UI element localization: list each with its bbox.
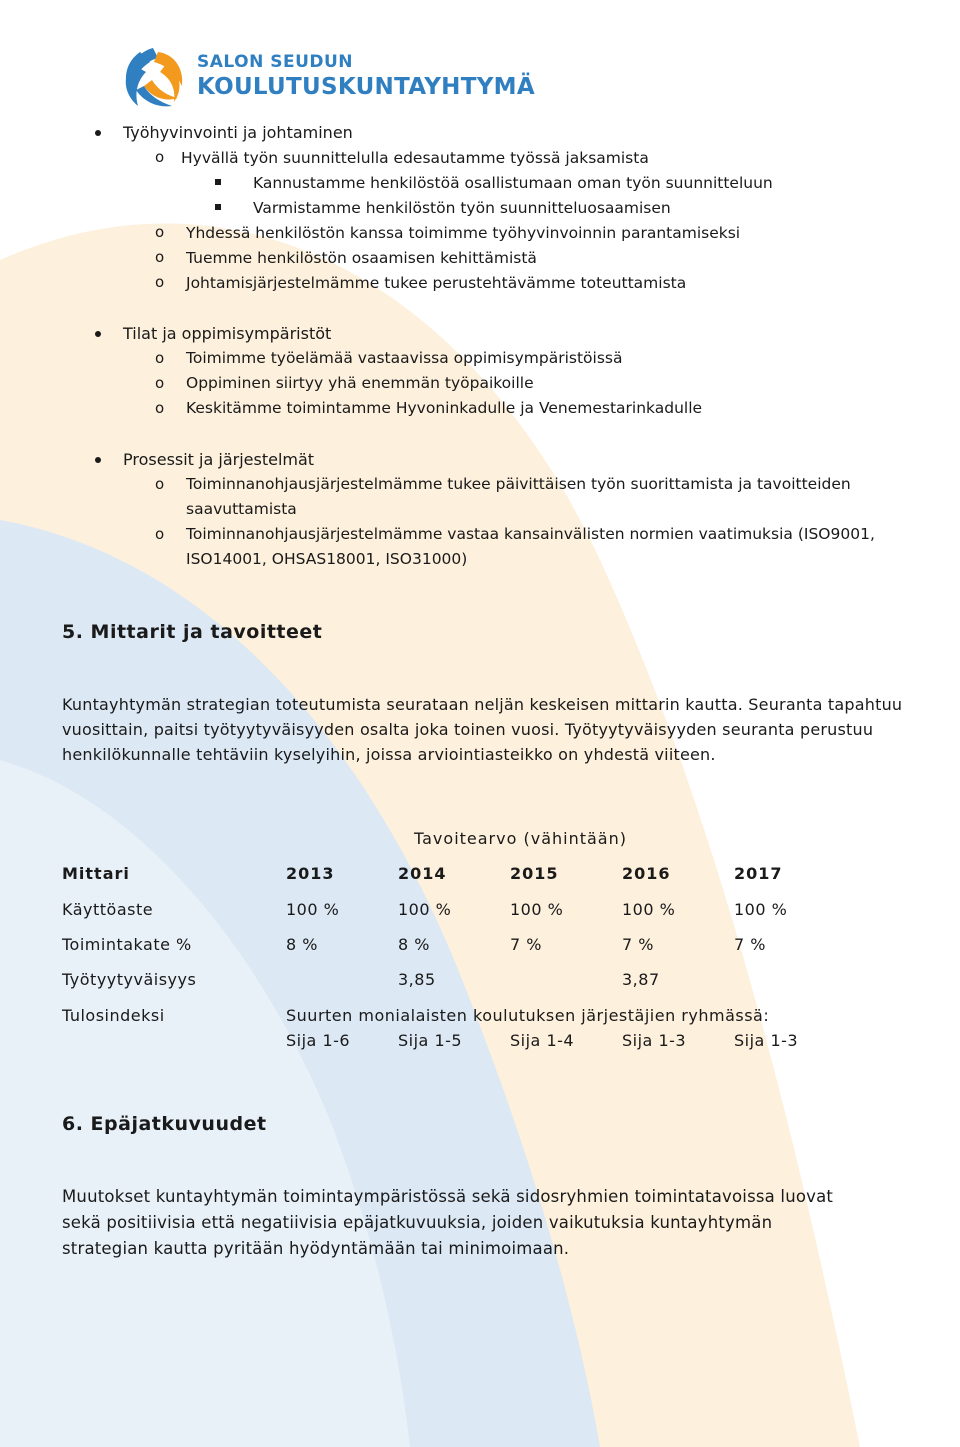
bullet-circle: o [155, 248, 165, 266]
bullet-square [215, 204, 221, 210]
bullet-circle: o [155, 475, 165, 493]
table-cell: 100 % [398, 900, 452, 919]
table-cell: 100 % [734, 900, 788, 919]
bullet-circle: o [155, 349, 165, 367]
section-title: Tilat ja oppimisympäristöt [123, 324, 332, 343]
logo-line2: KOULUTUSKUNTAYHTYMÄ [197, 74, 535, 100]
section-title: Työhyvinvointi ja johtaminen [123, 123, 353, 142]
list-item: Keskitämme toimintamme Hyvoninkadulle ja Venemestarinkadulle [186, 399, 703, 417]
table-cell: Sija 1-3 [734, 1031, 799, 1050]
header-cell: 2017 [734, 864, 783, 883]
bullet-circle: o [155, 374, 165, 392]
bullet-circle: o [155, 273, 165, 291]
list-item: Hyvällä työn suunnittelulla edesautamme työssä jaksamista [181, 149, 649, 167]
table-cell: Sija 1-5 [398, 1031, 463, 1050]
list-item: Johtamisjärjestelmämme tukee perustehtävämme toteuttamista [186, 274, 687, 292]
paragraph-line: sekä positiivisia että negatiivisia epäjatkuvuuksia, joiden vaikutuksia kuntayhtymän [62, 1213, 773, 1232]
table-cell: 8 % [286, 935, 318, 954]
sub-list-item: Kannustamme henkilöstöä osallistumaan oman työn suunnitteluun [253, 174, 773, 192]
table-cell: 7 % [510, 935, 542, 954]
table-cell-note: Suurten monialaisten koulutuksen järjestäjien ryhmässä: [286, 1006, 770, 1025]
table-cell: Työtyytyväisyys [62, 970, 197, 989]
table-cell: 7 % [622, 935, 654, 954]
paragraph-line: henkilökunnalle tehtäviin kyselyihin, joissa arviointiasteikko on yhdestä viiteen. [62, 745, 716, 764]
header-cell: Mittari [62, 864, 130, 883]
table-cell: 100 % [510, 900, 564, 919]
header-cell: 2015 [510, 864, 559, 883]
list-item: Toiminnanohjausjärjestelmämme tukee päivittäisen työn suorittamista ja tavoitteiden [186, 475, 851, 493]
list-item: Yhdessä henkilöstön kanssa toimimme työhyvinvoinnin parantamiseksi [186, 224, 741, 242]
bullet-circle: o [155, 399, 165, 417]
table-cell: Tulosindeksi [62, 1006, 165, 1025]
paragraph-line: Muutokset kuntayhtymän toimintaympäristössä sekä sidosryhmien toimintatavoissa luovat [62, 1187, 834, 1206]
section6-heading: 6. Epäjatkuvuudet [62, 1113, 267, 1135]
table-cell: 7 % [734, 935, 766, 954]
list-item: Oppiminen siirtyy yhä enemmän työpaikoille [186, 374, 534, 392]
bullet-circle: o [155, 148, 165, 166]
bullet-dot [95, 457, 101, 463]
bullet-dot [95, 130, 101, 136]
list-item: Tuemme henkilöstön osaamisen kehittämistä [186, 249, 537, 267]
table-cell: 100 % [622, 900, 676, 919]
table-cell: Sija 1-6 [286, 1031, 351, 1050]
table-cell: 3,87 [622, 970, 660, 989]
section-title: Prosessit ja järjestelmät [123, 450, 315, 469]
list-item: Toiminnanohjausjärjestelmämme vastaa kansainvälisten normien vaatimuksia (ISO9001, [186, 525, 875, 543]
paragraph-line: strategian kautta pyritään hyödyntämään tai minimoimaan. [62, 1239, 570, 1258]
logo-line1: SALON SEUDUN [197, 52, 354, 72]
table-cell: Sija 1-4 [510, 1031, 575, 1050]
list-item-continuation: saavuttamista [186, 500, 297, 518]
bullet-square [215, 179, 221, 185]
paragraph-line: vuosittain, paitsi työtyytyväisyyden osalta joka toinen vuosi. Työtyytyväisyyden seuranta perustuu [62, 720, 874, 739]
table-cell: 8 % [398, 935, 430, 954]
table-cell: Sija 1-3 [622, 1031, 687, 1050]
bullet-dot [95, 331, 101, 337]
header-cell: 2013 [286, 864, 335, 883]
bullet-circle: o [155, 525, 165, 543]
section5-heading: 5. Mittarit ja tavoitteet [62, 621, 323, 643]
header-cell: 2014 [398, 864, 447, 883]
sub-list-item: Varmistamme henkilöstön työn suunnitteluosaamisen [253, 199, 671, 217]
bullet-circle: o [155, 223, 165, 241]
table-caption: Tavoitearvo (vähintään) [414, 829, 627, 848]
table-cell: 3,85 [398, 970, 436, 989]
table-cell: 100 % [286, 900, 340, 919]
header-cell: 2016 [622, 864, 671, 883]
table-cell: Toimintakate % [62, 935, 192, 954]
logo-sun-icon [118, 42, 188, 110]
table-cell: Käyttöaste [62, 900, 154, 919]
list-item-continuation: ISO14001, OHSAS18001, ISO31000) [186, 550, 468, 568]
list-item: Toimimme työelämää vastaavissa oppimisympäristöissä [186, 349, 623, 367]
paragraph-line: Kuntayhtymän strategian toteutumista seurataan neljän keskeisen mittarin kautta. Seuranta tapahtuu [62, 695, 903, 714]
